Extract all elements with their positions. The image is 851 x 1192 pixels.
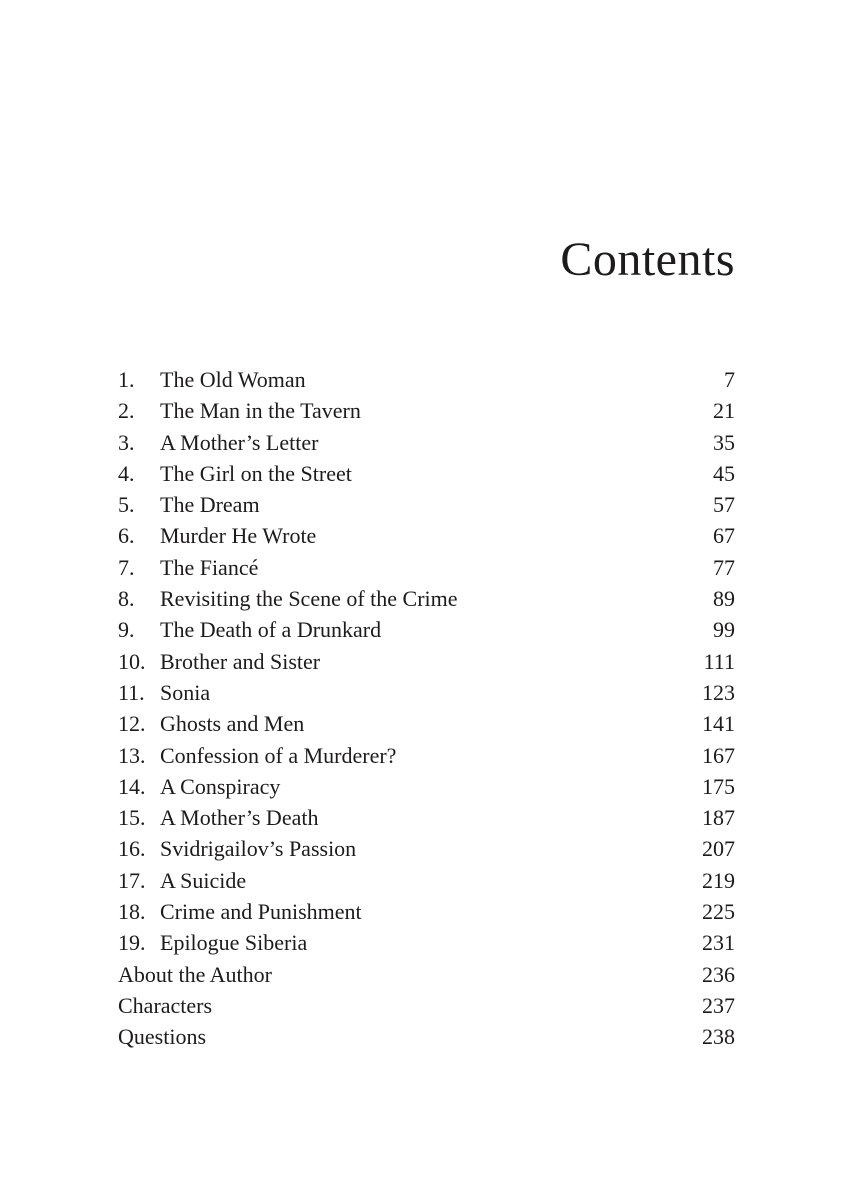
toc-entry-title: The Girl on the Street — [160, 460, 352, 486]
toc-entry-page: 123 — [702, 679, 735, 705]
toc-entry-number: 17. — [118, 867, 146, 893]
toc-entry — [118, 896, 735, 927]
toc-entry — [118, 520, 735, 551]
toc-entry-number: 3. — [118, 429, 135, 455]
toc-entry-page: 111 — [703, 648, 735, 674]
toc-entry-page: 89 — [713, 586, 735, 612]
toc-entry-page: 141 — [702, 711, 735, 737]
toc-entry-title: About the Author — [118, 961, 272, 987]
toc-entry — [118, 364, 735, 395]
toc-entry — [118, 395, 735, 426]
toc-entry-page: 236 — [702, 961, 735, 987]
toc-entry-page: 57 — [713, 492, 735, 518]
table-of-contents — [118, 364, 735, 1053]
toc-entry — [118, 583, 735, 614]
toc-entry-title: Characters — [118, 992, 213, 1018]
toc-entry-title: A Suicide — [160, 867, 247, 893]
toc-entry-title: Epilogue Siberia — [160, 930, 308, 956]
toc-entry-number: 15. — [118, 805, 146, 831]
toc-entry-page: 45 — [713, 460, 735, 486]
toc-entry-title: Revisiting the Scene of the Crime — [160, 586, 458, 612]
toc-entry — [118, 677, 735, 708]
toc-entry-page: 238 — [702, 1024, 735, 1050]
toc-entry — [118, 833, 735, 864]
toc-entry — [118, 802, 735, 833]
toc-entry-title: Murder He Wrote — [160, 523, 317, 549]
toc-entry-number: 1. — [118, 367, 135, 392]
toc-entry — [118, 552, 735, 583]
toc-entry-page: 175 — [702, 773, 735, 799]
toc-entry-page: 77 — [713, 554, 735, 580]
toc-entry-number: 16. — [118, 836, 146, 862]
toc-entry-title: The Man in the Tavern — [160, 398, 361, 424]
toc-entry-title: The Fiancé — [160, 554, 259, 580]
toc-entry-title: The Death of a Drunkard — [160, 617, 382, 643]
toc-entry-number: 10. — [118, 648, 146, 674]
toc-entry-title: A Conspiracy — [160, 773, 281, 799]
toc-entry-title: Brother and Sister — [160, 648, 321, 674]
toc-entry-number: 18. — [118, 899, 146, 925]
toc-entry — [118, 1021, 735, 1052]
toc-entry — [118, 771, 735, 802]
toc-entry-title: Crime and Punishment — [160, 899, 362, 925]
toc-entry-page: 167 — [702, 742, 735, 768]
toc-entry-number: 14. — [118, 773, 146, 799]
page-title: Contents — [560, 233, 735, 286]
toc-entry-page: 207 — [702, 836, 735, 862]
toc-entry-title: A Mother’s Death — [160, 805, 319, 831]
toc-entry-title: A Mother’s Letter — [160, 429, 319, 455]
toc-entry — [118, 458, 735, 489]
toc-entry-number: 12. — [118, 711, 146, 737]
toc-entry-page: 99 — [713, 617, 735, 643]
toc-entry-number: 2. — [118, 398, 135, 424]
toc-entry-number: 5. — [118, 492, 135, 518]
toc-entry-page: 219 — [702, 867, 735, 893]
toc-entry — [118, 959, 735, 990]
toc-entry-title: Ghosts and Men — [160, 711, 305, 737]
toc-entry — [118, 927, 735, 958]
toc-entry-page: 225 — [702, 899, 735, 925]
toc-entry-number: 4. — [118, 460, 135, 486]
toc-entry — [118, 614, 735, 645]
toc-entry-number: 6. — [118, 523, 135, 549]
toc-entry-page: 35 — [713, 429, 735, 455]
toc-entry-page: 231 — [702, 930, 735, 956]
toc-entry — [118, 708, 735, 739]
toc-entry-page: 237 — [702, 992, 735, 1018]
toc-entry — [118, 865, 735, 896]
toc-entry-title: The Dream — [160, 492, 260, 518]
toc-entry — [118, 646, 735, 677]
toc-entry — [118, 740, 735, 771]
toc-entry-title: Confession of a Murderer? — [160, 742, 397, 768]
toc-entry-number: 11. — [118, 679, 145, 705]
toc-entry-number: 19. — [118, 930, 146, 956]
toc-entry-number: 9. — [118, 617, 135, 643]
toc-entry-number: 8. — [118, 586, 135, 612]
toc-entry-title: The Old Woman — [160, 367, 306, 392]
toc-entry-title: Questions — [118, 1024, 206, 1050]
toc-entry-title: Svidrigailov’s Passion — [160, 836, 357, 862]
toc-entry-page: 21 — [713, 398, 735, 424]
toc-entry — [118, 427, 735, 458]
toc-entry-title: Sonia — [160, 679, 211, 705]
toc-entry-number: 13. — [118, 742, 146, 768]
toc-entry — [118, 990, 735, 1021]
toc-entry — [118, 489, 735, 520]
toc-entry-page: 7 — [724, 367, 735, 392]
toc-entry-page: 187 — [702, 805, 735, 831]
toc-entry-number: 7. — [118, 554, 135, 580]
toc-entry-page: 67 — [713, 523, 735, 549]
